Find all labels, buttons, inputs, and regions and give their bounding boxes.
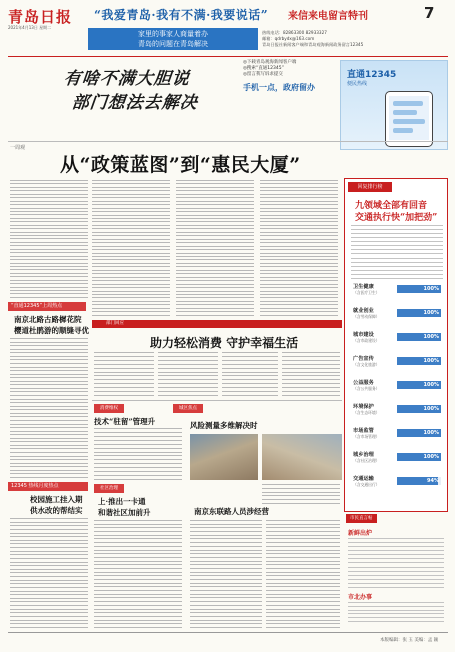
bottom-right-text-1 xyxy=(348,538,444,588)
district-focus-tag: 城区焦点 xyxy=(173,404,203,413)
ranking-row xyxy=(353,427,441,444)
ranking-note: （含劳动保障） xyxy=(353,314,380,319)
banner-line-2: 青岛的问题在青岛解决 xyxy=(138,40,208,48)
promo-step-1: ◎下载青岛观海新闻客户端 xyxy=(243,60,297,65)
article-column-4 xyxy=(260,180,338,316)
ranking-value: 100% xyxy=(423,406,439,412)
ranking-bar xyxy=(397,357,441,365)
editor-credit: 本版编辑：张 玉 美编：孟 颖 xyxy=(380,638,439,643)
ranking-row xyxy=(353,307,441,324)
app-ad-title: 直通12345 xyxy=(347,70,397,80)
weekly-hotspot-tag: “直通12345”上周热点 xyxy=(8,302,86,311)
ranking-name: 广告宣传 xyxy=(353,356,374,362)
ranking-note: （含医疗卫生） xyxy=(353,290,380,295)
contact-email: 邮箱：qdrbydx@163.com xyxy=(262,36,315,41)
banner-line-1: 家里的事家人商量着办 xyxy=(138,30,208,38)
consumer-rights-tag: 消费维权 xyxy=(94,404,124,413)
promo-step-3: ◎留言我写诉求提交 xyxy=(243,72,283,77)
bottom-right-text-2 xyxy=(348,602,444,622)
footer-rule xyxy=(8,632,448,633)
ranking-note: （含生态环境） xyxy=(353,410,380,415)
ranking-bar xyxy=(397,309,441,317)
ranking-row xyxy=(353,331,441,348)
news-photo-1 xyxy=(190,434,258,480)
newspaper-logo: 青岛日报 xyxy=(8,8,73,26)
monthly-body xyxy=(10,518,88,628)
story-4-title: 南京东联路人员涉经营 xyxy=(194,507,269,516)
ranking-intro-text xyxy=(351,225,443,279)
feature-rule xyxy=(92,400,342,401)
ranking-note: （含社区治理） xyxy=(353,458,380,463)
hotspot-body xyxy=(10,338,88,478)
ranking-row xyxy=(353,379,441,396)
ranking-label: 回复排行榜 xyxy=(348,182,392,192)
ranking-name: 交通运输 xyxy=(353,476,374,482)
bottom-right-section xyxy=(344,512,448,624)
ranking-bar xyxy=(397,453,441,461)
ranking-value: 100% xyxy=(423,430,439,436)
slogan-line-2: 部门想法去解决 xyxy=(70,93,199,113)
news-photo-2 xyxy=(262,434,342,480)
reply-ranking-box xyxy=(344,178,448,512)
contact-info xyxy=(262,30,363,48)
ranking-value: 100% xyxy=(423,454,439,460)
ranking-bar xyxy=(397,429,441,437)
ranking-value: 100% xyxy=(423,358,439,364)
hotspot-title-line-1: 南京北路古路樨花院 xyxy=(14,315,82,324)
feature-title: 助力轻松消费 守护幸福生活 xyxy=(150,336,299,350)
issue-date: 2021年4月13日 星期二 xyxy=(8,25,52,30)
hotspot-title-line-2: 樱道杜鹃游的顺缝寻优 xyxy=(14,326,89,335)
ranking-bar xyxy=(397,285,441,293)
monthly-title-line-1: 校园施工挂入期 xyxy=(30,495,83,504)
ranking-name: 环境保护 xyxy=(353,404,374,410)
ranking-note: （含市场管理） xyxy=(353,434,380,439)
article-column-3 xyxy=(176,180,254,316)
ranking-note: （含文化旅游） xyxy=(353,362,380,367)
feature-bar: 部门回应 xyxy=(92,320,342,328)
page-title: “我爱青岛·我有不满·我要说话” xyxy=(94,8,269,22)
bottom-right-heading-2: 市北办事 xyxy=(348,594,373,601)
main-headline: 从“政策蓝图”到“惠民大厦” xyxy=(60,154,301,176)
ranking-row xyxy=(353,355,441,372)
ranking-bar xyxy=(397,381,441,389)
app-ad-subtitle: 便民热线 xyxy=(347,81,368,87)
bottom-right-tag: 市民直言帖 xyxy=(346,514,377,523)
monthly-title-line-2: 供水改的帮结实 xyxy=(30,506,83,515)
promo-step-2: ◎搜索“直通12345” xyxy=(243,66,284,71)
ranking-bar xyxy=(397,333,441,341)
ranking-value: 100% xyxy=(423,286,439,292)
ranking-row xyxy=(353,475,441,492)
monthly-hotspot-tag: 12345 热线月度热点 xyxy=(8,482,88,491)
article-column-2 xyxy=(92,180,170,316)
district-body xyxy=(262,484,340,504)
ranking-title-line-1: 九领域全部有回音 xyxy=(355,201,428,211)
ranking-note: （含公共服务） xyxy=(353,386,380,391)
ranking-value: 100% xyxy=(423,382,439,388)
story-1-title: 技术“驻留”管理升 xyxy=(94,417,156,426)
ranking-name: 公益服务 xyxy=(353,380,374,386)
banner xyxy=(88,28,258,50)
ranking-bar xyxy=(397,477,441,485)
bottom-right-heading-1: 新鲜出炉 xyxy=(348,530,373,537)
promo-steps xyxy=(243,60,335,126)
story-1-body xyxy=(94,428,182,480)
contact-phone: 热线电话：82863300 82933327 xyxy=(262,30,327,35)
story-3-body xyxy=(94,520,182,628)
ranking-value: 100% xyxy=(423,310,439,316)
ranking-name: 城乡治理 xyxy=(353,452,374,458)
app-ad xyxy=(340,60,448,150)
ranking-name: 就业创业 xyxy=(353,308,374,314)
story-3-title-line-1: 上·推出一卡通 xyxy=(98,497,146,506)
masthead-rule xyxy=(8,56,448,57)
ranking-row xyxy=(353,451,441,468)
ranking-bar xyxy=(397,405,441,413)
section-tag: 一周观 xyxy=(10,145,26,151)
ranking-name: 卫生健康 xyxy=(353,284,374,290)
feature-col-2 xyxy=(158,352,218,396)
ranking-title-line-2: 交通执行快“加把劲” xyxy=(355,213,438,223)
article-column-1 xyxy=(10,180,88,298)
feature-col-3 xyxy=(222,352,278,396)
community-tag: 社区治理 xyxy=(94,484,124,493)
promo-cta: 手机一点，政府留办 xyxy=(243,83,315,92)
story-2-title: 风险测量多维解决时 xyxy=(190,421,258,430)
ranking-note: （含交通出行） xyxy=(353,482,380,487)
page-subtitle: 来信来电留言特刊 xyxy=(288,11,368,22)
ranking-name: 市场监管 xyxy=(353,428,374,434)
story-4-body-a xyxy=(190,520,262,628)
page-number: 7 xyxy=(424,4,435,22)
ranking-name: 城市建设 xyxy=(353,332,374,338)
ranking-value: 94% xyxy=(427,478,439,484)
slogan-line-1: 有啥不满大胆说 xyxy=(62,69,191,89)
story-4-body-b xyxy=(266,520,340,628)
phone-icon xyxy=(385,91,433,147)
section-rule xyxy=(8,141,448,142)
feature-col-1 xyxy=(94,352,154,396)
ranking-note: （含市政建设） xyxy=(353,338,380,343)
story-3-title-line-2: 和谐社区加前升 xyxy=(98,508,151,517)
ranking-row xyxy=(353,283,441,300)
feature-col-4 xyxy=(282,352,340,396)
contact-app: 青岛日报社新闻客户端和青岛观海新闻政务留言12345 xyxy=(262,42,364,47)
ranking-row xyxy=(353,403,441,420)
ranking-value: 100% xyxy=(423,334,439,340)
